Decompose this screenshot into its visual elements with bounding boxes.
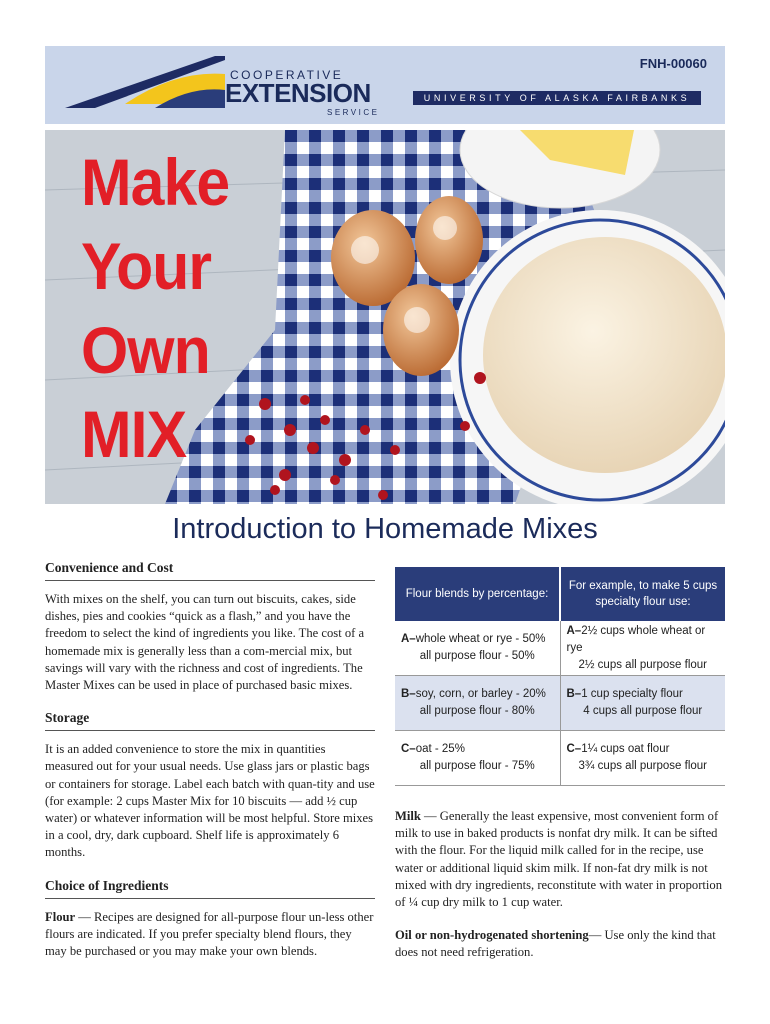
row-letter: C– [401, 743, 416, 755]
section-heading-ingredients: Choice of Ingredients [45, 878, 375, 899]
page-header [45, 46, 725, 124]
table-cell [395, 731, 560, 786]
hero-title-line: MIX [81, 397, 187, 471]
section-heading-convenience: Convenience and Cost [45, 560, 375, 581]
cell-line [401, 686, 554, 703]
cell-line [567, 686, 720, 703]
table-header: Flour blends by percentage: [395, 567, 560, 621]
milk-text: — Generally the least expensive, most convenient form of milk to use in baked products is nonfat dry milk. It can be sifted with the flour. For the liquid milk called for in the recipe, use water or additional liquid skim milk. If non-fat dry milk is not mixed with dry ingredients, reconstitute with water in proportion of ¼ cup dry milk to 1 cup water. [395, 809, 723, 910]
table-header: For example, to make 5 cups specialty flour use: [560, 567, 725, 621]
row-letter: A– [566, 624, 582, 637]
hero-photo [45, 130, 725, 504]
table-row [395, 676, 725, 731]
storage-paragraph: It is an added convenience to store the mix in quantities measured out for your usual needs. Use glass jars or plastic bags or containers for storage. Label each batch with quan-tity and use (for example: 2 cups Master Mix for 10 biscuits — add ½ cup water) or whatever information will be most helpful. Store mixes in a cool, dry, dark cupboard. Shelf life is approximately 6 months. [45, 742, 375, 860]
hero-title-line: Own [81, 313, 210, 387]
table-row [395, 731, 725, 786]
table-header-row [395, 567, 725, 621]
cell-line: 3¾ cups all purpose flour [578, 760, 707, 772]
oil-lead: Oil or non-hydrogenated shortening [395, 928, 589, 943]
table-cell [560, 621, 725, 676]
flour-blend-table [395, 567, 725, 786]
hero-title [81, 140, 242, 476]
cell-text: 2½ cups whole wheat or rye [566, 624, 706, 654]
row-letter: B– [566, 688, 582, 700]
oil-text: — Use only the kind that does not need refrigeration. [395, 928, 716, 960]
cell-text: soy, corn, or barley - 20% [415, 688, 546, 700]
cell-text: 1¼ cups oat flour [581, 743, 670, 755]
hero-title-line: Your [81, 229, 212, 303]
cell-text: whole wheat or rye - 50% [415, 633, 546, 645]
cell-line: 4 cups all purpose flour [583, 705, 703, 717]
logo-line-cooperative: COOPERATIVE [230, 68, 344, 82]
cooperative-extension-logo [65, 50, 385, 122]
logo-line-service: SERVICE [327, 108, 380, 117]
right-column [395, 808, 725, 978]
table-cell [560, 731, 725, 786]
convenience-paragraph: With mixes on the shelf, you can turn out biscuits, cakes, side dishes, pies and cookies “quick as a flash,” and you have the freedom to select the kind of ingredients you like. The cost of a homemade mix is generally less than a com-mercial mix, but savings will vary with the richness and cost of ingredients. The Master Mixes can be used in place of purchased basic mixes. [45, 592, 365, 693]
cell-line [567, 741, 720, 758]
section-heading-storage: Storage [45, 710, 375, 731]
cell-line: 2½ cups all purpose flour [578, 658, 707, 671]
flour-text: — Recipes are designed for all-purpose flour un-less other flours are indicated. If you prefer specialty blend flours, they may be purchased or you may make your own blends. [45, 909, 374, 959]
cell-text: oat - 25% [415, 743, 465, 755]
flour-paragraph [45, 909, 375, 961]
logo-line-extension: EXTENSION [225, 78, 371, 108]
page-title: Introduction to Homemade Mixes [172, 513, 598, 545]
cell-line: all purpose flour - 80% [419, 705, 535, 717]
cell-line [567, 623, 720, 657]
university-banner: UNIVERSITY OF ALASKA FAIRBANKS [413, 91, 701, 105]
cell-line: all purpose flour - 50% [419, 650, 535, 662]
row-letter: A– [401, 633, 416, 645]
oil-paragraph [395, 927, 725, 961]
cell-line [401, 631, 554, 648]
row-letter: C– [566, 743, 582, 755]
table-cell [395, 676, 560, 731]
row-letter: B– [401, 688, 416, 700]
hero-title-line: Make [81, 145, 230, 219]
table-cell [395, 621, 560, 676]
document-id: FNH-00060 [639, 56, 707, 71]
table-cell [560, 676, 725, 731]
left-column [45, 560, 375, 976]
table-row [395, 621, 725, 676]
cell-line [401, 741, 554, 758]
cell-text: 1 cup specialty flour [581, 688, 683, 700]
cell-line: all purpose flour - 75% [419, 760, 535, 772]
flour-lead: Flour [45, 909, 76, 924]
milk-paragraph [395, 808, 725, 911]
milk-lead: Milk [395, 809, 421, 823]
